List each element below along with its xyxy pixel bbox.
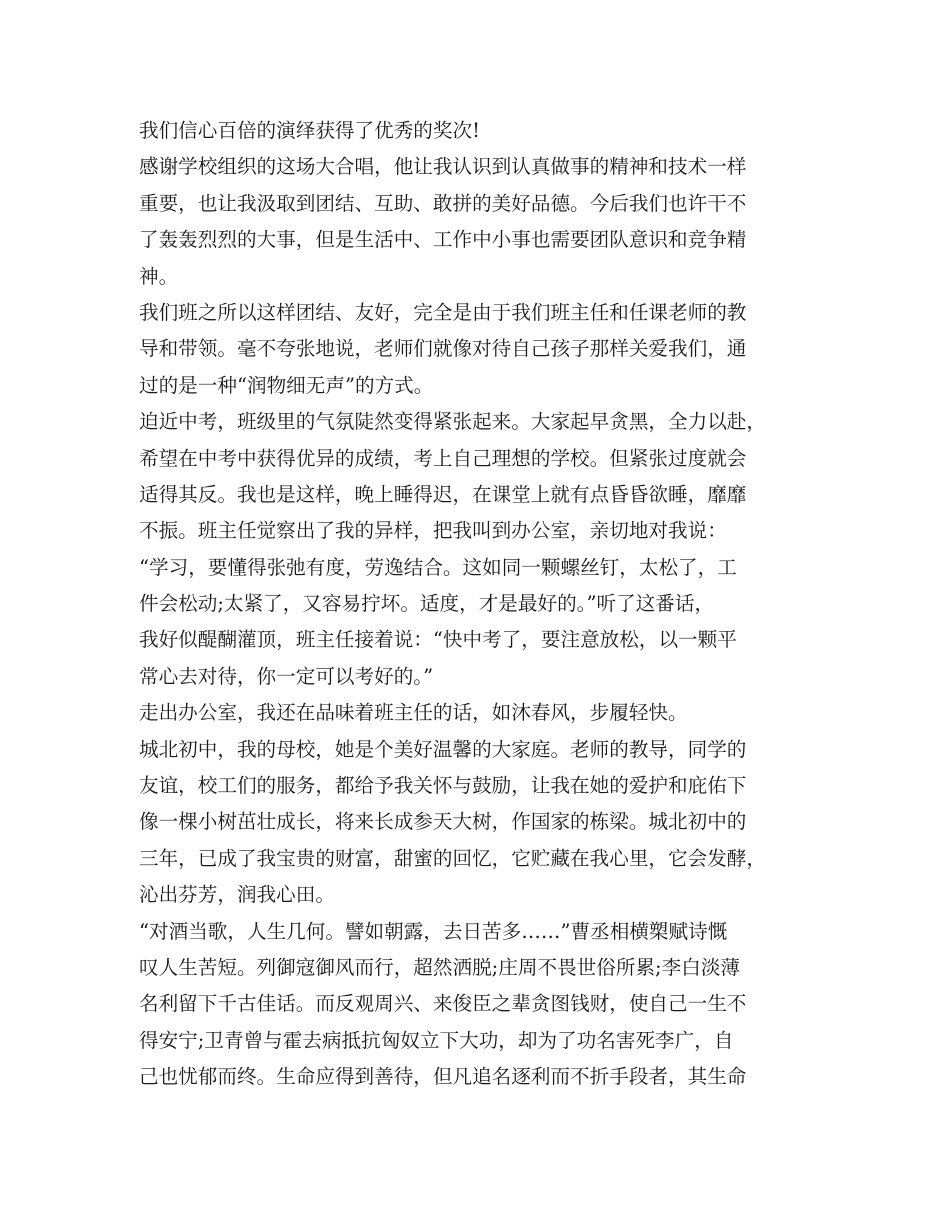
text-line: 得安宁;卫青曾与霍去病抵抗匈奴立下大功，却为了功名害死李广，自 <box>139 1028 734 1052</box>
text-line: 导和带领。毫不夸张地说，老师们就像对待自己孩子那样关爱我们，通 <box>139 337 747 361</box>
text-line: “学习，要懂得张弛有度，劳逸结合。这如同一颗螺丝钉，太松了，工 <box>139 555 737 579</box>
text-line: 叹人生苦短。列御寇御风而行，超然洒脱;庄周不畏世俗所累;李白淡薄 <box>139 955 741 979</box>
text-line: 像一棵小树茁壮成长，将来长成参天大树，作国家的栋梁。城北初中的 <box>139 810 747 834</box>
text-line: 神。 <box>139 264 179 288</box>
text-line: 适得其反。我也是这样，晚上睡得迟，在课堂上就有点昏昏欲睡，靡靡 <box>139 482 747 506</box>
body-text <box>139 113 839 1096</box>
text-line: 三年，已成了我宝贵的财富，甜蜜的回忆，它贮藏在我心里，它会发酵， <box>139 846 766 870</box>
text-line: 过的是一种“润物细无声”的方式。 <box>139 373 434 397</box>
text-line: 了轰轰烈烈的大事，但是生活中、工作中小事也需要团队意识和竞争精 <box>139 228 747 252</box>
text-line: 我们班之所以这样团结、友好，完全是由于我们班主任和任课老师的教 <box>139 300 747 324</box>
text-line: 我好似醍醐灌顶，班主任接着说：“快中考了，要注意放松，以一颗平 <box>139 628 737 652</box>
text-line: 希望在中考中获得优异的成绩，考上自己理想的学校。但紧张过度就会 <box>139 446 747 470</box>
text-line: 沁出芬芳，润我心田。 <box>139 883 335 907</box>
text-line: 城北初中，我的母校，她是个美好温馨的大家庭。老师的教导，同学的 <box>139 737 747 761</box>
text-line: 迫近中考，班级里的气氛陡然变得紧张起来。大家起早贪黑，全力以赴， <box>139 410 766 434</box>
text-line: 重要，也让我汲取到团结、互助、敢拼的美好品德。今后我们也许干不 <box>139 191 747 215</box>
text-line: 不振。班主任觉察出了我的异样，把我叫到办公室，亲切地对我说： <box>139 519 727 543</box>
text-line: “对酒当歌，人生几何。譬如朝露，去日苦多……”曹丞相横槊赋诗慨 <box>139 919 728 943</box>
text-line: 我们信心百倍的演绎获得了优秀的奖次! <box>139 119 480 142</box>
text-line: 己也忧郁而终。生命应得到善待，但凡追名逐利而不折手段者，其生命 <box>139 1065 747 1089</box>
text-line: 感谢学校组织的这场大合唱，他让我认识到认真做事的精神和技术一样 <box>139 155 747 179</box>
text-line: 常心去对待，你一定可以考好的。” <box>139 664 434 688</box>
text-line: 走出办公室，我还在品味着班主任的话，如沐春风，步履轻快。 <box>139 701 688 725</box>
text-line: 友谊，校工们的服务，都给予我关怀与鼓励，让我在她的爱护和庇佑下 <box>139 774 747 798</box>
text-line: 名利留下千古佳话。而反观周兴、来俊臣之辈贪图钱财，使自己一生不 <box>139 992 747 1016</box>
text-line: 件会松动;太紧了，又容易拧坏。适度，才是最好的。”听了这番话， <box>139 592 715 616</box>
